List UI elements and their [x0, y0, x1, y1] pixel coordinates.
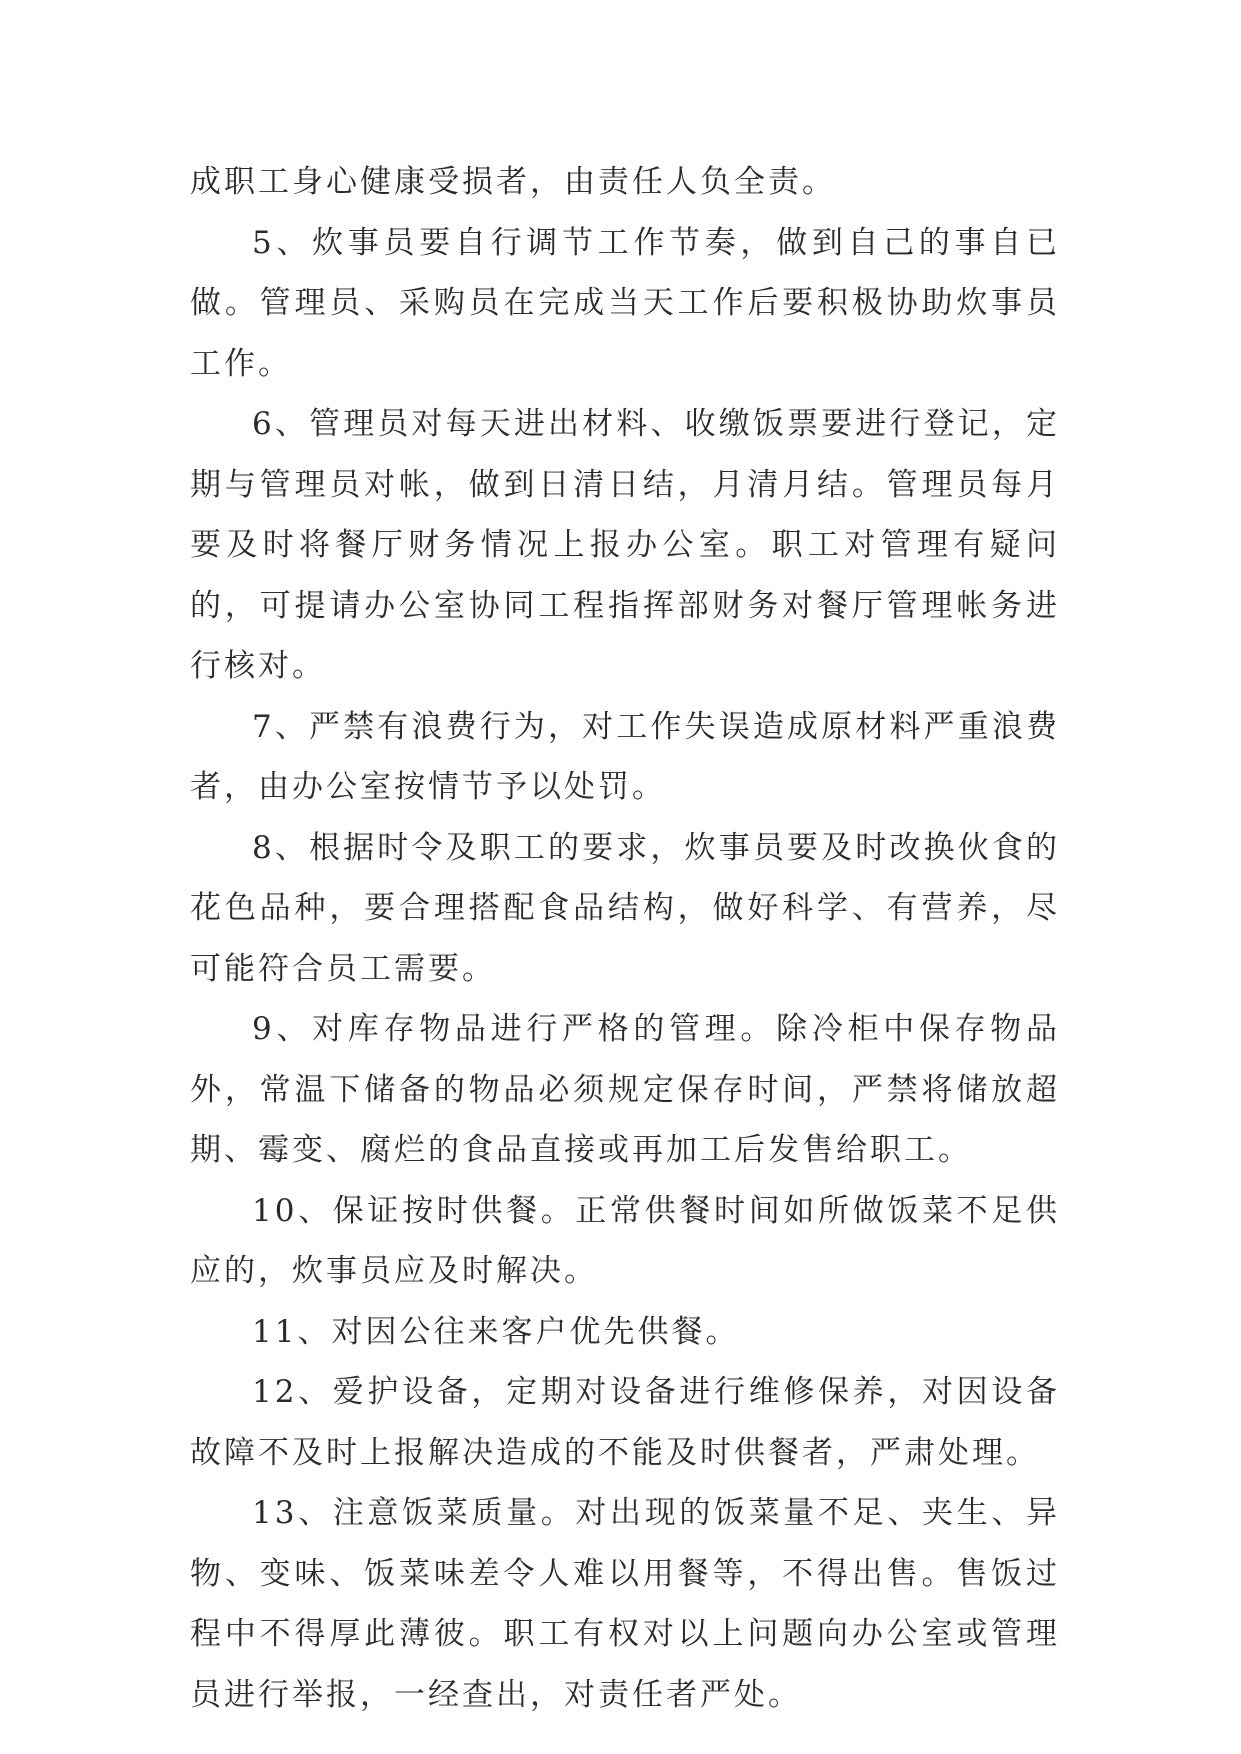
paragraph-item-13: 13、注意饭菜质量。对出现的饭菜量不足、夹生、异物、变味、饭菜味差令人难以用餐等，不得出售。售饭过程中不得厚此薄彼。职工有权对以上问题向办公室或管理员进行举报，一经查出，对责任者严处。 [190, 1495, 1060, 1713]
document-body [190, 152, 1060, 1725]
paragraph-item-12: 12、爱护设备，定期对设备进行维修保养，对因设备故障不及时上报解决造成的不能及时供餐者，严肃处理。 [190, 1374, 1060, 1471]
paragraph-continuation: 成职工身心健康受损者，由责任人负全责。 [190, 164, 836, 200]
paragraph-item-7: 7、严禁有浪费行为，对工作失误造成原材料严重浪费者，由办公室按情节予以处罚。 [190, 708, 1060, 805]
paragraph-item-9: 9、对库存物品进行严格的管理。除冷柜中保存物品外，常温下储备的物品必须规定保存时间，严禁将储放超期、霉变、腐烂的食品直接或再加工后发售给职工。 [190, 1011, 1060, 1168]
paragraph-item-10: 10、保证按时供餐。正常供餐时间如所做饭菜不足供应的，炊事员应及时解决。 [190, 1192, 1060, 1289]
paragraph-item-5: 5、炊事员要自行调节工作节奏，做到自己的事自已做。管理员、采购员在完成当天工作后要积极协助炊事员工作。 [190, 224, 1060, 382]
paragraph-item-11: 11、对因公往来客户优先供餐。 [252, 1313, 740, 1350]
paragraph-item-8: 8、根据时令及职工的要求，炊事员要及时改换伙食的花色品种，要合理搭配食品结构，做好科学、有营养，尽可能符合员工需要。 [190, 829, 1060, 987]
paragraph-item-6: 6、管理员对每天进出材料、收缴饭票要进行登记，定期与管理员对帐，做到日清日结，月清月结。管理员每月要及时将餐厅财务情况上报办公室。职工对管理有疑问的，可提请办公室协同工程指挥部财务对餐厅管理帐务进行核对。 [190, 406, 1060, 684]
